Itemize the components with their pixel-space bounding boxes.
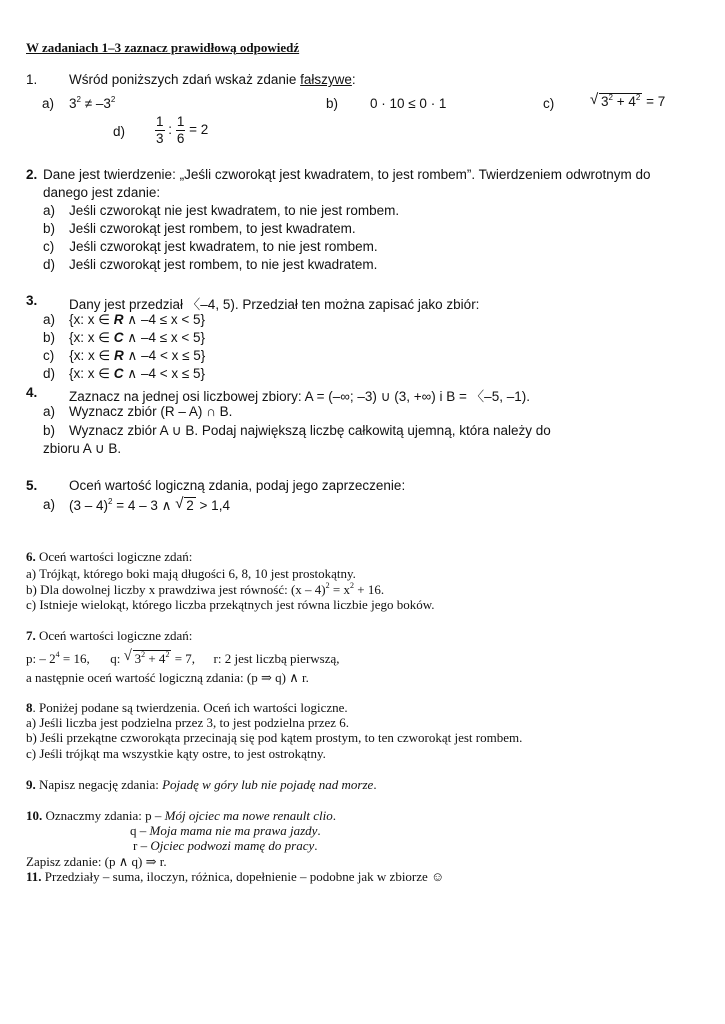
q2-option-d: d) Jeśli czworokąt jest rombem, to nie jest kwadratem. — [43, 257, 378, 272]
instructions-header: W zadaniach 1–3 zaznacz prawidłową odpowiedź — [26, 40, 300, 55]
q3-number: 3. — [26, 293, 38, 308]
q9: 9. Napisz negację zdania: Pojadę w góry lub nie pojadę nad morze. — [26, 777, 377, 792]
q1-text: Wśród poniższych zdań wskaż zdanie fałszywe: — [69, 72, 356, 87]
q1-b-label: b) — [326, 96, 339, 111]
q3-option-b: b) {x: x ∈ C ∧ –4 ≤ x < 5} — [43, 330, 206, 345]
q8-c: c) Jeśli trójkąt ma wszystkie kąty ostre, to jest ostrokątny. — [26, 746, 326, 761]
q1-c-expr: √ $3^2 + 4^2 = 7$ — [590, 91, 666, 109]
q1-number: 1. — [26, 72, 38, 87]
q8-a: a) Jeśli liczba jest podzielna przez 3, to jest podzielna przez 6. — [26, 715, 350, 730]
q3-text: Dany jest przedział 〈–4, 5). Przedział ten można zapisać jako zbiór: — [69, 297, 480, 312]
q1-a-label: a) — [42, 96, 55, 111]
q4-b: b) Wyznacz zbiór A ∪ B. Podaj największą liczbę całkowitą ujemną, która należy do — [43, 423, 551, 438]
q1-d-label: d) — [113, 124, 126, 139]
q2-option-b: b) Jeśli czworokąt jest rombem, to jest kwadratem. — [43, 221, 356, 236]
q10-r: r – Ojciec podwozi mamę do pracy. — [133, 838, 318, 853]
q7-sentences: p: – $2^4 = 16$, q: √ $3^2 + 4^2 = 7$, r: 2 jest liczbą pierwszą, — [26, 648, 340, 666]
q4-a: a) Wyznacz zbiór (R – A) ∩ B. — [43, 404, 233, 419]
q6-b: b) Dla dowolnej liczby x prawdziwa jest równość: $(x - 4)^2 = x^2 + 16$. — [26, 581, 385, 597]
q4-b-cont: zbioru A ∪ B. — [43, 441, 122, 456]
q2-option-a: a) Jeśli czworokąt nie jest kwadratem, to nie jest rombem. — [43, 203, 400, 218]
q6-c: c) Istnieje wielokąt, którego liczba przekątnych jest równa liczbie jego boków. — [26, 597, 435, 612]
q6-title: 6. Oceń wartości logiczne zdań: — [26, 549, 193, 564]
q10-q: q – Moja mama nie ma prawa jazdy. — [130, 823, 321, 838]
q5-text: Oceń wartość logiczną zdania, podaj jego zaprzeczenie: — [69, 478, 406, 493]
q1-c-label: c) — [543, 96, 555, 111]
q1-a-expr: $3^2 \ne -3^2$ — [69, 95, 116, 111]
q3-option-a: a) {x: x ∈ R ∧ –4 ≤ x < 5} — [43, 312, 206, 327]
q2-line1: Dane jest twierdzenie: „Jeśli czworokąt jest kwadratem, to jest rombem”. Twierdzeniem odwrotnym do — [43, 167, 651, 182]
q4-number: 4. — [26, 385, 38, 400]
q7-title: 7. Oceń wartości logiczne zdań: — [26, 628, 193, 643]
q8-b: b) Jeśli przekątne czworokąta przecinają się pod kątem prostym, to ten czworokąt jest rombem. — [26, 730, 523, 745]
q10-intro: 10. Oznaczmy zdania: p – Mój ojciec ma nowe renault clio. — [26, 808, 336, 823]
q4-text: Zaznacz na jednej osi liczbowej zbiory: A = (–∞; –3) ∪ (3, +∞) i B = 〈–5, –1). — [69, 389, 530, 404]
q3-option-c: c) {x: x ∈ R ∧ –4 < x ≤ 5} — [43, 348, 206, 363]
q1-b-expr: 0 · 10 ≤ 0 · 1 — [370, 96, 447, 111]
q10-write: Zapisz zdanie: (p ∧ q) ⇒ r. — [26, 854, 167, 869]
q8-title: 8. Poniżej podane są twierdzenia. Oceń ich wartości logiczne. — [26, 700, 348, 715]
q1-d-expr: $\frac{1}{3}$ : $\frac{1}{6}$ = 2 — [156, 114, 209, 146]
q5-a-label: a) — [43, 497, 56, 512]
q2-line2: danego jest zdanie: — [43, 185, 161, 200]
q2-number: 2. — [26, 167, 38, 182]
q5-a-expr: (3 – 4)$^2$ = 4 – 3 ∧ √ 2 > 1,4 — [69, 495, 230, 513]
q3-option-d: d) {x: x ∈ C ∧ –4 < x ≤ 5} — [43, 366, 206, 381]
q5-number: 5. — [26, 478, 38, 493]
q2-option-c: c) Jeśli czworokąt jest kwadratem, to nie jest rombem. — [43, 239, 378, 254]
q6-a: a) Trójkąt, którego boki mają długości 6, 8, 10 jest prostokątny. — [26, 566, 356, 581]
q7-next: a następnie oceń wartość logiczną zdania: (p ⇒ q) ∧ r. — [26, 670, 309, 685]
q11: 11. Przedziały – suma, iloczyn, różnica, dopełnienie – podobne jak w zbiorze ☺ — [26, 869, 445, 884]
